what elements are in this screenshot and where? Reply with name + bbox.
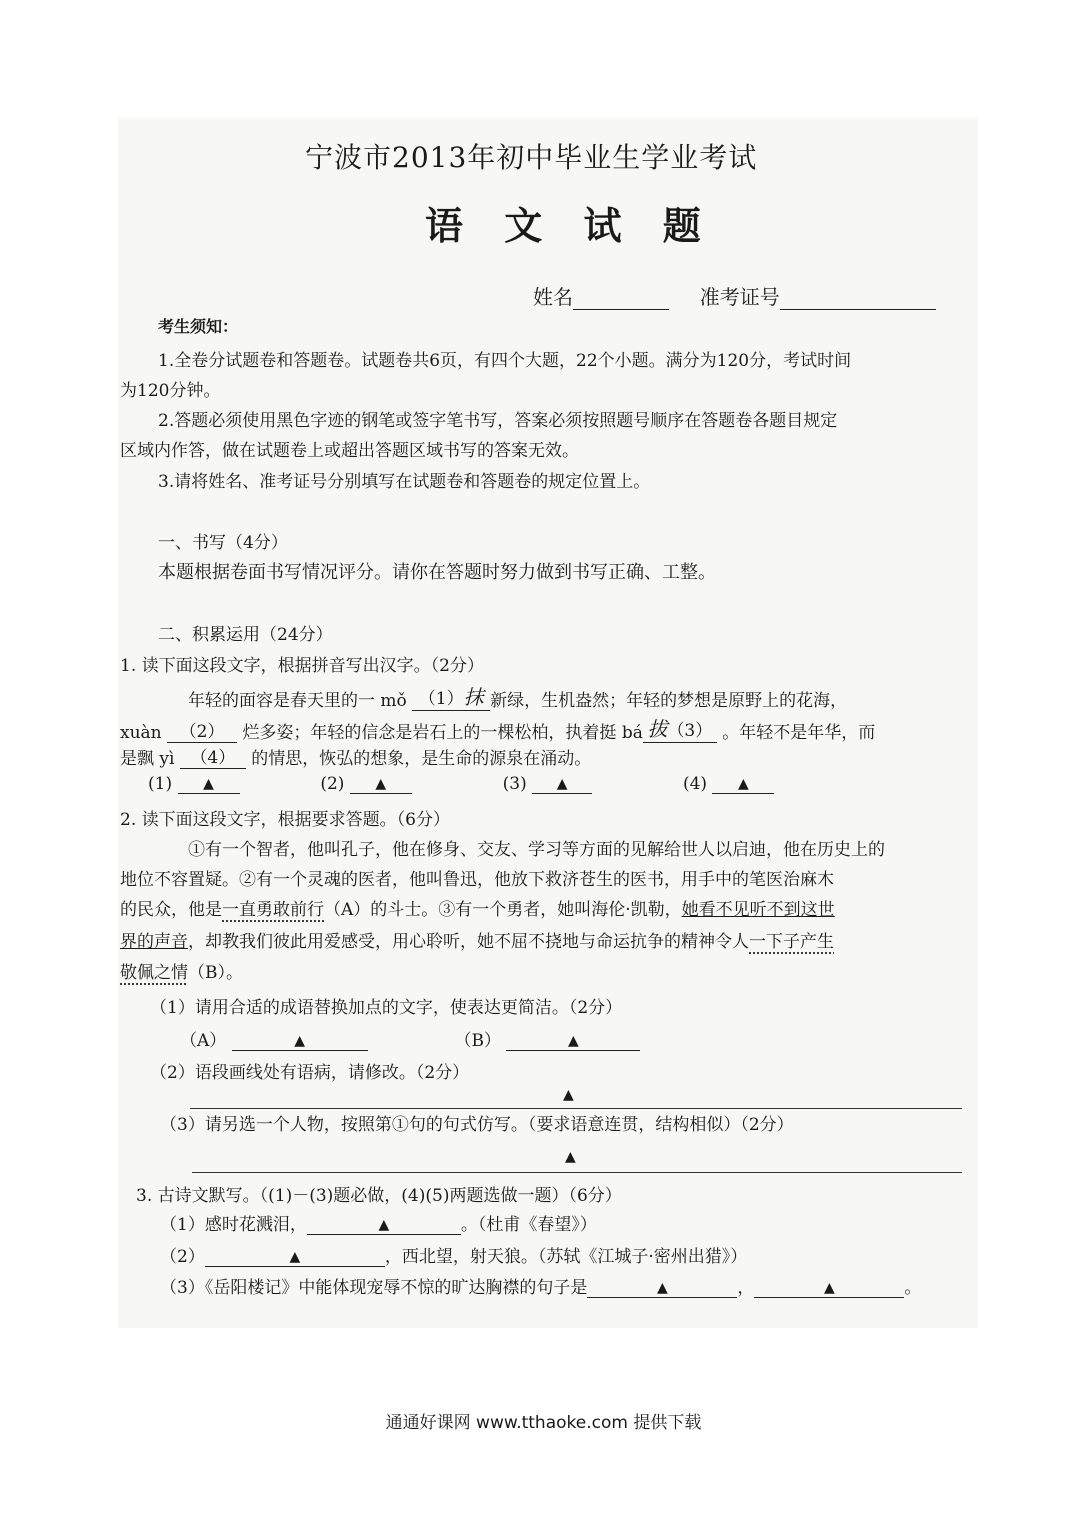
footer-credit: 通通好课网 www.tthaoke.com 提供下载 <box>385 1413 702 1433</box>
q2-p3-text-b: （A）的斗士。③有一个勇者，她叫海伦·凯勒， <box>324 900 682 920</box>
q1-blank1-label: （1） <box>418 689 464 709</box>
q3-stem: 3. 古诗文默写。（(1)－(3)题必做，(4)(5)两题选做一题）（6分） <box>136 1186 622 1206</box>
q3-sub1 <box>160 1210 597 1235</box>
q2-sub1-b-blank[interactable] <box>506 1030 640 1051</box>
q1-handwriting-3: 拔 <box>647 717 668 741</box>
q1-ans3-label: (3) <box>502 774 527 794</box>
q2-sub1-a-label: （A） <box>180 1031 227 1051</box>
answer-marker: ▲ <box>565 1149 576 1165</box>
q3-sub3-blank1[interactable] <box>587 1277 737 1298</box>
answer-marker: ▲ <box>378 1217 390 1233</box>
q1-handwriting-1: 抹 <box>463 685 484 709</box>
q1-ans3-blank[interactable] <box>532 773 592 794</box>
q1-ans4-label: (4) <box>682 774 708 794</box>
exam-subtitle: 语 文 试 题 <box>425 203 715 248</box>
q1-l2-text-c: 。年轻不是年华，而 <box>722 723 876 743</box>
q2-paragraph-line4 <box>120 927 834 952</box>
answer-marker: ▲ <box>823 1280 835 1296</box>
notice-item1-line2: 为120分钟。 <box>120 381 221 401</box>
q3-sub3-text-a: （3）《岳阳楼记》中能体现宠辱不惊的旷达胸襟的句子是 <box>160 1278 588 1298</box>
q1-l3-text-a: 是飘 yì <box>120 749 175 769</box>
q1-line1 <box>188 681 847 711</box>
q1-ans1-blank[interactable] <box>178 773 240 794</box>
q1-l1-text-b: 新绿，生机盎然；年轻的梦想是原野上的花海， <box>490 691 848 711</box>
q2-sub1-b-label: （B） <box>454 1031 501 1051</box>
q2-paragraph-line2: 地位不容置疑。②有一个灵魂的医者，他叫鲁迅，他放下救济苍生的医书，用手中的笔医治麻木 <box>120 870 834 890</box>
q3-sub1-blank[interactable] <box>307 1214 461 1235</box>
q1-line2 <box>120 713 875 743</box>
q2-sub2-answer-line[interactable] <box>190 1090 962 1109</box>
q1-stem: 1. 读下面这段文字，根据拼音写出汉字。（2分） <box>120 656 484 676</box>
q1-blank4: （4） <box>180 743 246 769</box>
notice-heading: 考生须知： <box>158 317 239 336</box>
q3-sub2-text-a: （2） <box>160 1247 205 1267</box>
q3-sub2 <box>160 1242 747 1267</box>
q2-dotted-phrase-b2: 敬佩之情 <box>120 963 188 983</box>
q2-sub2-marker <box>563 1084 574 1103</box>
q2-p4-text-a: ，却教我们彼此用爱感受，用心聆听，她不屈不挠地与命运抗争的精神令人 <box>188 932 749 952</box>
q3-sub3-end: 。 <box>904 1278 922 1298</box>
q3-sub2-text-b: ，西北望，射天狼。（苏轼《江城子·密州出猎》） <box>384 1247 748 1267</box>
section1-heading: 一、书写（4分） <box>158 533 288 553</box>
q3-sub1-text-a: （1）感时花溅泪， <box>160 1215 307 1235</box>
answer-marker: ▲ <box>568 1033 579 1049</box>
q1-blank1 <box>412 681 490 711</box>
answer-marker: ▲ <box>294 1033 306 1049</box>
id-label: 准考证号 <box>699 285 780 309</box>
q2-paragraph-line5 <box>120 958 243 983</box>
q2-sub3-marker <box>565 1146 576 1165</box>
q2-paragraph-line1: ①有一个智者，他叫孔子，他在修身、交友、学习等方面的见解给世人以启迪，他在历史上的 <box>188 840 885 860</box>
q1-l2-text-a: xuàn <box>120 723 162 743</box>
notice-item2-line1: 2.答题必须使用黑色字迹的钢笔或签字笔书写，答案必须按照题号顺序在答题卷各题目规定 <box>158 411 838 431</box>
q1-ans2-label: (2) <box>320 774 345 794</box>
q3-sub3 <box>160 1273 921 1298</box>
q1-ans1-label: (1) <box>148 774 173 794</box>
answer-marker: ▲ <box>563 1087 574 1103</box>
answer-marker: ▲ <box>289 1249 301 1265</box>
q3-sub3-sep: ， <box>737 1278 755 1298</box>
q2-p3-text-a: 的民众，他是 <box>120 900 222 920</box>
section2-heading: 二、积累运用（24分） <box>158 625 333 645</box>
candidate-fields <box>533 281 936 310</box>
q2-sub2: （2）语段画线处有语病，请修改。（2分） <box>150 1063 470 1083</box>
q1-ans4-blank[interactable] <box>712 773 774 794</box>
q2-sub3: （3）请另选一个人物，按照第①句的句式仿写。（要求语意连贯，结构相似）（2分） <box>160 1115 794 1135</box>
q1-line3 <box>120 743 591 769</box>
q2-sub1-a-blank[interactable] <box>232 1030 368 1051</box>
name-label: 姓名 <box>533 285 573 309</box>
q2-stem: 2. 读下面这段文字，根据要求答题。（6分） <box>120 810 450 830</box>
q1-answer-row <box>148 773 774 794</box>
q1-l2-text-b: 烂多姿；年轻的信念是岩石上的一棵松柏，执着挺 bá <box>242 723 643 743</box>
q3-sub3-blank2[interactable] <box>754 1277 904 1298</box>
q2-underlined-phrase-2: 界的声音 <box>120 932 188 952</box>
q2-p5-text-a: （B）。 <box>188 963 243 983</box>
notice-item1-line1: 1.全卷分试题卷和答题卷。试题卷共6页，有四个大题，22个小题。满分为120分，考试时间 <box>158 351 852 371</box>
answer-marker: ▲ <box>656 1280 668 1296</box>
exam-title: 宁波市2013年初中毕业生学业考试 <box>305 141 758 174</box>
q1-ans2-blank[interactable] <box>350 773 412 794</box>
q1-blank2: （2） <box>167 717 237 743</box>
q2-sub3-answer-line[interactable] <box>192 1152 962 1173</box>
q1-blank3 <box>643 713 717 743</box>
name-blank[interactable] <box>573 289 669 310</box>
q2-underlined-phrase-1: 她看不见听不到这世 <box>681 900 835 920</box>
answer-marker: ▲ <box>203 776 214 792</box>
section1-body: 本题根据卷面书写情况评分。请你在答题时努力做到书写正确、工整。 <box>158 562 716 583</box>
q3-sub1-text-b: 。（杜甫《春望》） <box>460 1215 597 1235</box>
id-blank[interactable] <box>780 289 936 310</box>
q2-dotted-phrase-a: 一直勇敢前行 <box>222 900 324 920</box>
answer-marker: ▲ <box>738 776 749 792</box>
notice-item2-line2: 区域内作答，做在试题卷上或超出答题区域书写的答案无效。 <box>120 441 579 461</box>
q2-paragraph-line3 <box>120 895 835 920</box>
q2-dotted-phrase-b1: 一下子产生 <box>749 932 834 952</box>
q2-sub1-answers <box>180 1026 640 1051</box>
answer-marker: ▲ <box>556 776 568 792</box>
notice-item3: 3.请将姓名、准考证号分别填写在试题卷和答题卷的规定位置上。 <box>158 472 651 492</box>
q2-sub1: （1）请用合适的成语替换加点的文字，使表达更简洁。（2分） <box>150 998 623 1018</box>
answer-marker: ▲ <box>375 776 387 792</box>
q1-l1-text-a: 年轻的面容是春天里的一 mǒ <box>188 691 407 711</box>
q1-l3-text-b: 的情思，恢弘的想象，是生命的源泉在涌动。 <box>251 749 592 769</box>
q1-blank3-label: （3） <box>667 721 713 741</box>
q3-sub2-blank[interactable] <box>205 1246 385 1267</box>
